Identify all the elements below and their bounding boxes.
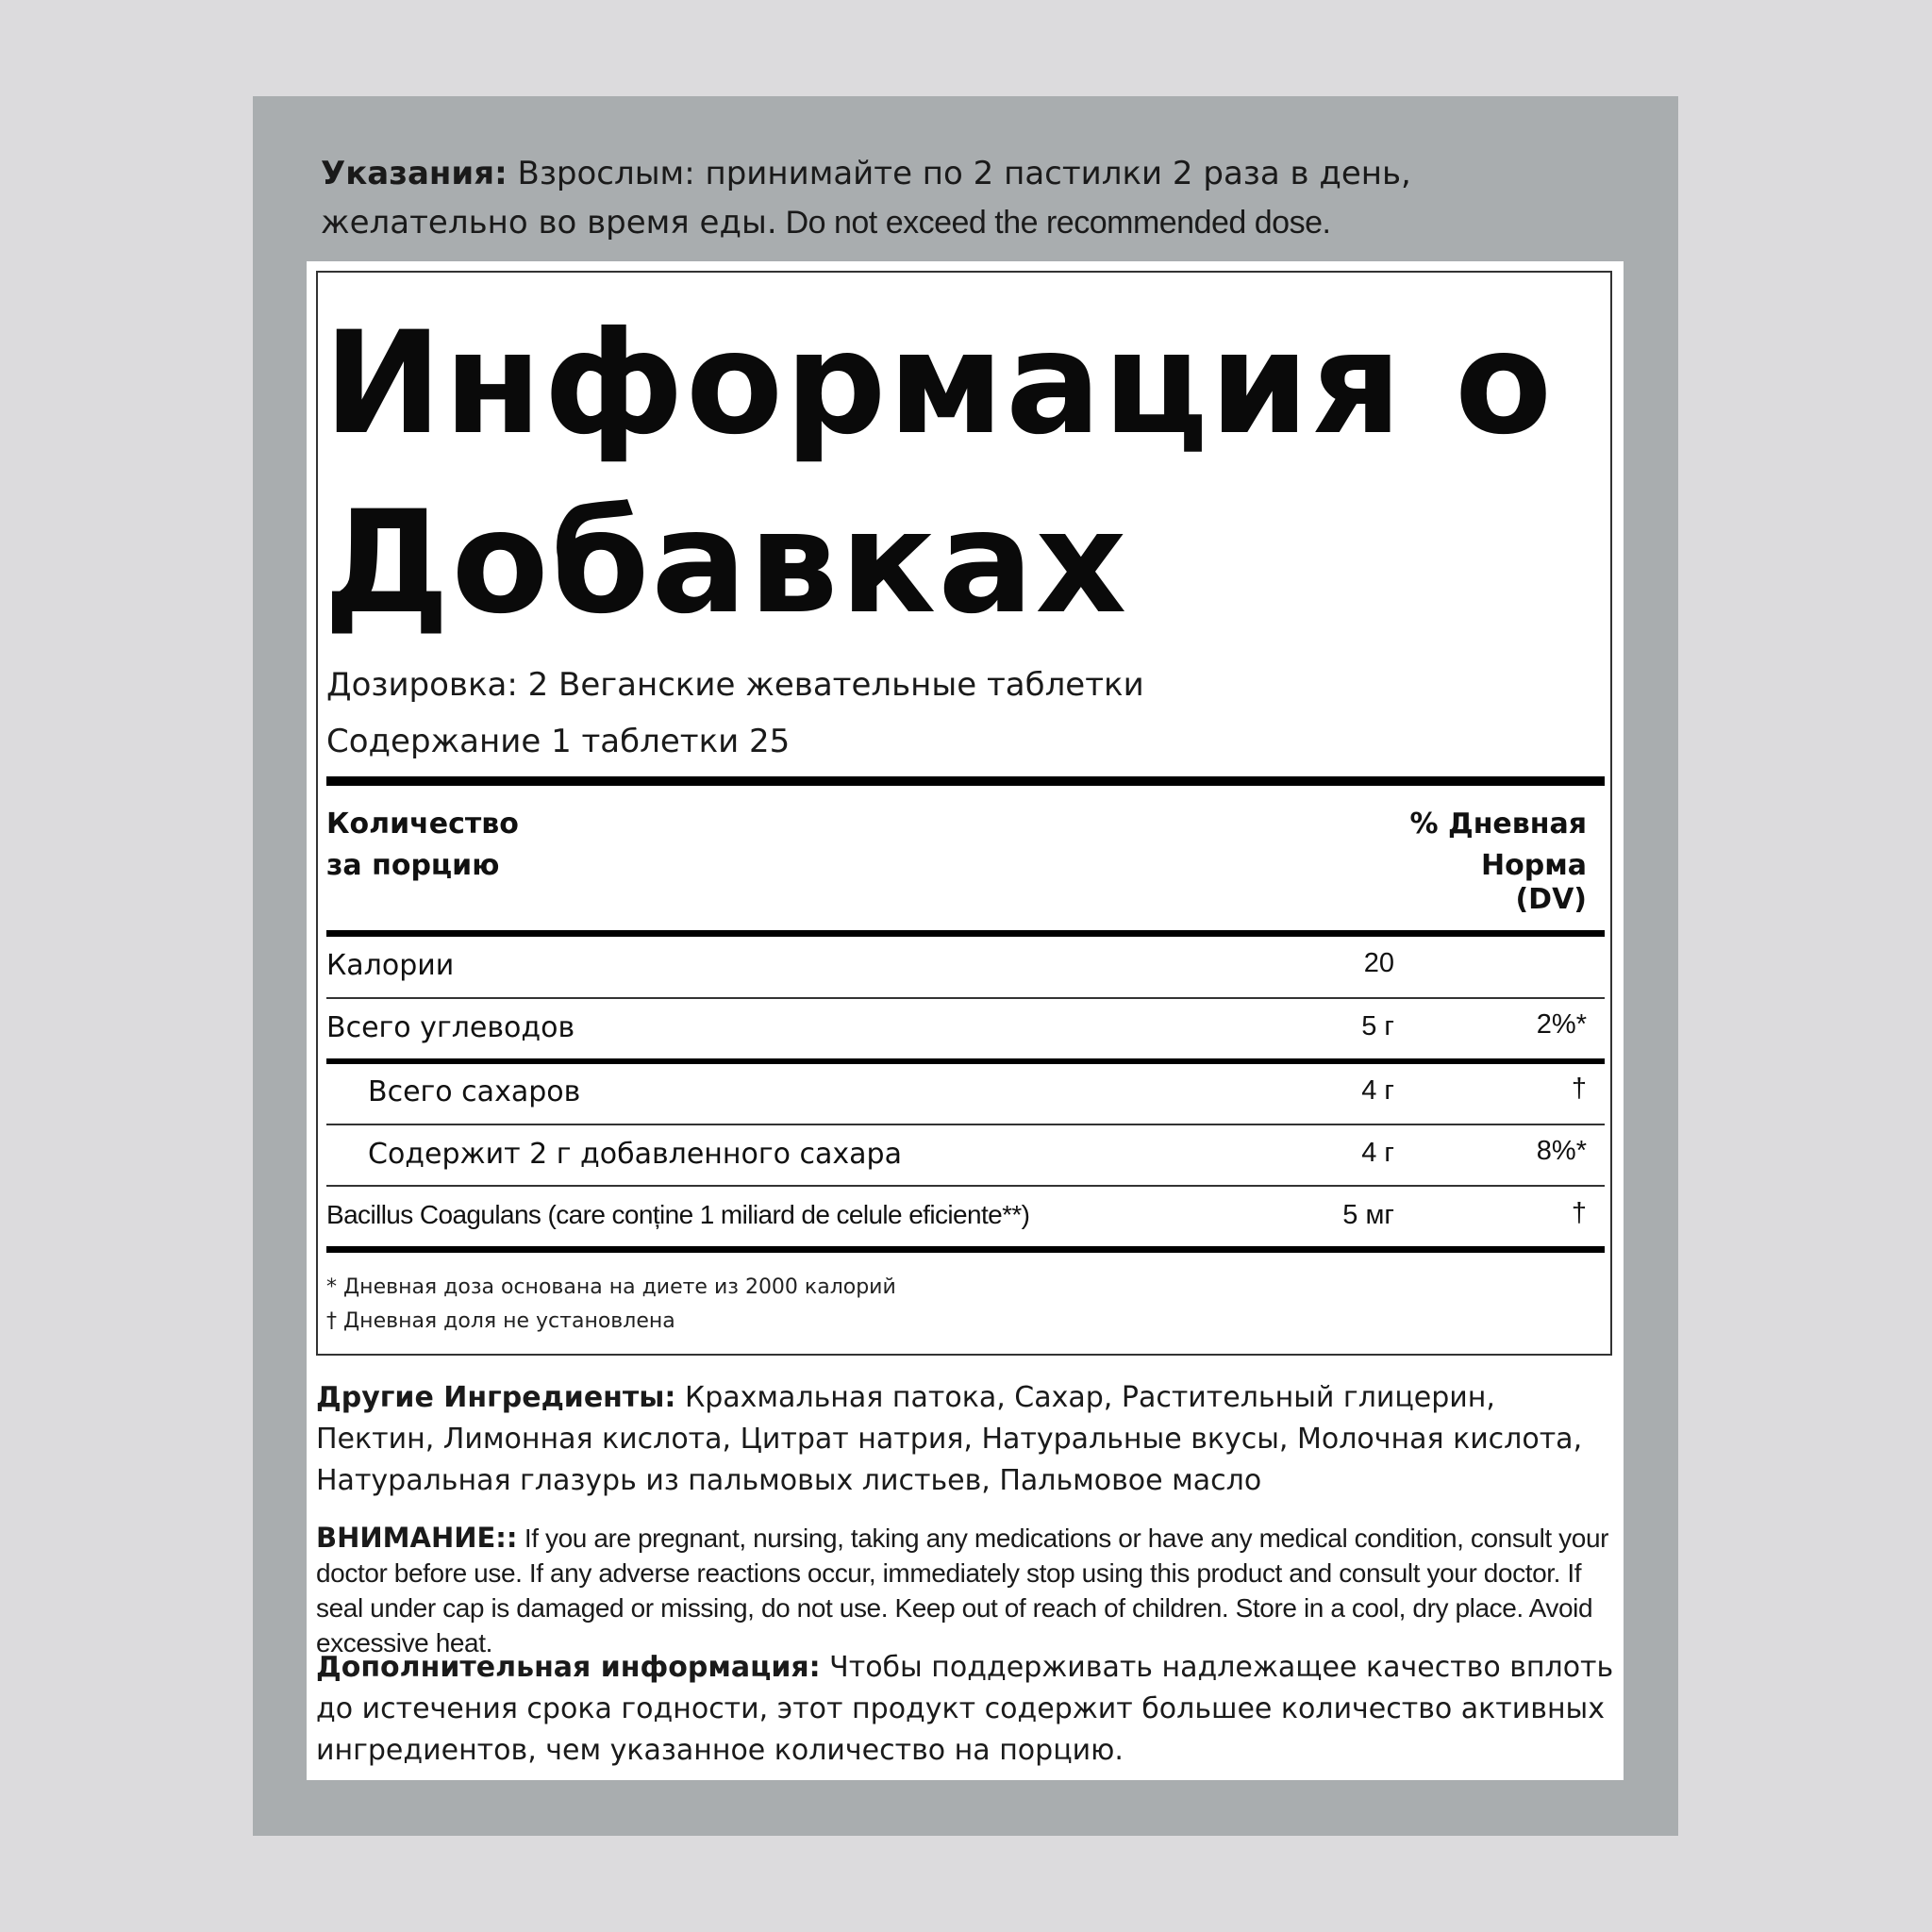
serving-size: Дозировка: 2 Веганские жевательные таблетки	[326, 666, 1144, 704]
thick-divider-carbs	[326, 1058, 1605, 1064]
directions-text-en: Do not exceed the recommended dose.	[776, 205, 1331, 241]
table-row-label: Всего сахаров	[368, 1075, 581, 1108]
supplement-facts-title: Информация о Добавках	[324, 302, 1555, 645]
dv-header-line3: (DV)	[1515, 883, 1587, 916]
table-row-amount: 5 мг	[1342, 1200, 1394, 1230]
daily-value-header	[1321, 804, 1587, 921]
table-row-amount: 4 г	[1361, 1138, 1394, 1168]
row-divider	[326, 1124, 1605, 1125]
thick-divider-bottom	[326, 1246, 1605, 1253]
table-row-label: Всего углеводов	[326, 1011, 575, 1044]
amount-header-line1: Количество	[326, 808, 519, 841]
table-row-amount: 4 г	[1361, 1075, 1394, 1106]
table-row-dv: †	[1571, 1198, 1587, 1228]
directions-label: Указания:	[321, 155, 508, 192]
table-row-label: Bacillus Coagulans (care conține 1 miliard de celule eficiente**)	[326, 1200, 1030, 1229]
thick-divider-header	[326, 930, 1605, 937]
table-row-amount: 5 г	[1361, 1011, 1394, 1041]
row-divider	[326, 1185, 1605, 1187]
footnote-not-established: † Дневная доля не установлена	[326, 1309, 675, 1333]
dv-header-line1: % Дневная	[1409, 808, 1587, 841]
table-row-dv: 8%*	[1536, 1136, 1587, 1166]
directions-text	[321, 149, 1613, 247]
row-divider	[326, 997, 1605, 999]
table-row-dv: †	[1571, 1074, 1587, 1104]
servings-per-container: Содержание 1 таблетки 25	[326, 723, 791, 760]
warning-text: If you are pregnant, nursing, taking any medications or have any medical condition, consult your doctor before use. If any adverse reactions occur, immediately stop using this product and consult your doctor. If seal under cap is damaged or missing, do not use. Keep out of reach of children. Store in a cool, dry place. Avoid excessive heat.	[316, 1524, 1609, 1657]
table-row-amount: 20	[1363, 948, 1394, 978]
other-ingredients	[316, 1377, 1618, 1502]
amount-per-serving-header	[326, 804, 519, 887]
amount-header-line2: за порцию	[326, 849, 500, 882]
footnote-daily-value: * Дневная доза основана на диете из 2000 калорий	[326, 1275, 896, 1299]
dv-header-line2: Норма	[1481, 849, 1587, 882]
warning-label: ВНИМАНИЕ::	[316, 1522, 518, 1554]
additional-info-label: Дополнительная информация:	[316, 1651, 821, 1684]
table-row-label: Калории	[326, 949, 455, 982]
other-ingredients-text: Крахмальная патока, Сахар, Растительный глицерин, Пектин, Лимонная кислота, Цитрат натрия, Натуральные вкусы, Молочная кислота, Натуральная глазурь из пальмовых листьев, Пальмовое масло	[316, 1381, 1583, 1497]
directions-text-ru: Взрослым: принимайте по 2 пастилки 2 раза в день, желательно во время еды.	[321, 155, 1411, 242]
table-row-label: Содержит 2 г добавленного сахара	[368, 1138, 902, 1171]
other-ingredients-label: Другие Ингредиенты:	[316, 1381, 676, 1414]
thick-divider-top	[326, 776, 1605, 786]
additional-info-text: Чтобы поддерживать надлежащее качество вплоть до истечения срока годности, этот продукт содержит большее количество активных ингредиентов, чем указанное количество на порцию.	[316, 1651, 1614, 1767]
warning-section	[316, 1521, 1618, 1660]
table-row-dv: 2%*	[1536, 1009, 1587, 1040]
additional-info	[316, 1647, 1618, 1772]
